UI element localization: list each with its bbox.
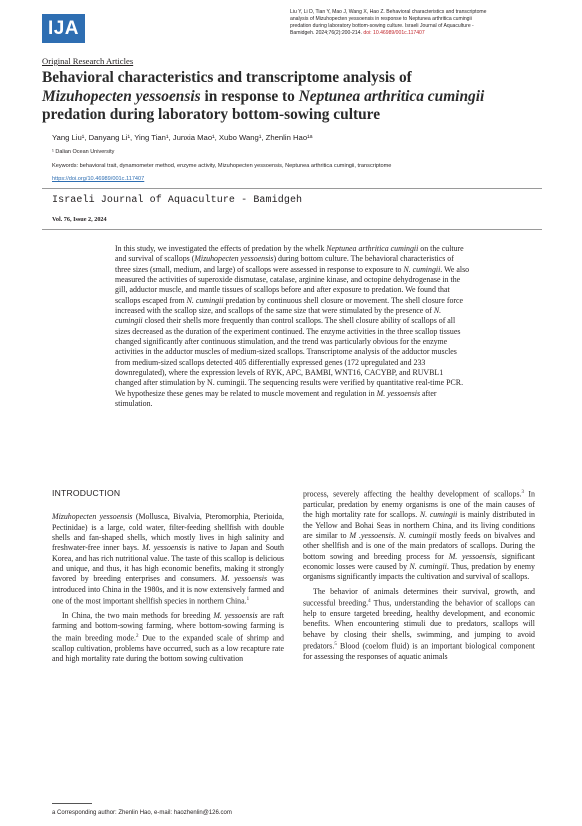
citation-doi-link[interactable]: doi: 10.46989/001c.117407: [363, 30, 425, 36]
citation-block: [290, 9, 540, 37]
paragraph: process, severely affecting the healthy development of scallops.$^3$ In particular, predation by enemy organisms is one of the main causes of the high mortality rate for scallops. N. cumingii is mainly distributed in the Yellow and Bohai Seas in northern China, and its living conditions are similar to M .yessoensis. N. cumingii mostly feeds on bivalves and other shellfish and is one of the main predators of scallops. During the bottom sowing and breeding process for M. yessoensis, significant economic losses were caused by N. cumingii. Thus, predation by enemy organisms significantly impacts the cultivation and survival of scallops.: [303, 489, 535, 582]
body-column-right: [303, 488, 535, 662]
paragraph: The behavior of animals determines their survival, growth, and successful breeding.$^4$ Thus, understanding the behavior of scallops can help to ensure targeted breeding, healthy development, and economic benefits. When encountering stimuli due to predators, scallops will behave by closing their shells, swimming, and jumping to avoid predators.$^5$ Blood (coelom fluid) is an important biological component for assessing the responses of aquatic animals: [303, 586, 535, 662]
volume-issue: Vol. 76, Issue 2, 2024: [52, 216, 107, 223]
corresponding-author-footnote: a Corresponding author: Zhenlin Hao, e-mail: haozhenlin@126.com: [52, 810, 232, 816]
footnote-divider: [52, 803, 92, 804]
divider: [42, 188, 542, 189]
body-column-left: [52, 488, 284, 664]
citation-line: Liu Y, Li D, Tian Y, Mao J, Wang X, Hao Z. Behavioral characteristics and transcriptome: [290, 9, 487, 15]
keywords: Keywords: behavioral trait, dynamometer method, enzyme activity, Mizuhopecten yessoensis, Neptunea arthritica cumingii, transcriptome: [52, 163, 392, 169]
abstract-text: In this study, we investigated the effects of predation by the whelk Neptunea arthritica cumingii on the culture and survival of scallops (Mizuhopecten yessoensis) during bottom culture. The behavioral characteristics of three sizes (small, medium, and large) of scallops were assessed in response to exposure to N. cumingii. We also measured the activities of superoxide dismutase, catalase, arginine kinase, and octopine dehydrogenase in the gill, adductor muscle, and mantle tissues of scallops before and after exposure to predation. We found that scallops escaped from N. cumingii predation by continuous shell closure or movement. The shell closure force increased with the scallop size, and scallops of the same size that were stimulated by the presence of N. cumingii closed their shells more frequently than control scallops. The shell closure ability of scallops of all sizes decreased as the duration of the experiment continued. The enzyme activities in the three scallop tissues changed significantly after continuous stimulation, and the trend was particularly obvious for the enzyme activities in the adductor muscles of medium-sized scallops. Transcriptome analysis of the adductor muscles from medium-sized scallops detected 405 differentially expressed genes (172 upregulated and 233 downregulated), where the expression levels of RYK, APC, BAMBI, WNT16, CACYBP, and RUVBL1 changed after stimulation by N. cumingii. The sequencing results were verified by quantitative real-time PCR. We hypothesize these genes may be related to muscle movement and regulation in M. yessoensis after stimulation.: [115, 244, 470, 409]
citation-line: analysis of Mizuhopecten yessoensis in response to Neptunea arthritica cumingii: [290, 16, 472, 22]
abstract: [115, 244, 470, 410]
journal-logo: IJA: [42, 14, 85, 43]
divider: [42, 229, 542, 230]
paragraph: In China, the two main methods for breeding M. yessoensis are raft farming and bottom-sowing farming, where bottom-sowing farming is the main breeding mode.$^2$ Due to the expanded scale of shrimp and scallop cultivation, problems have occurred, such as a low recapture rate and high mortality rate during the bottom sowing cultivation: [52, 611, 284, 664]
author-list: Yang Liu¹, Danyang Li¹, Ying Tian¹, Junxia Mao¹, Xubo Wang¹, Zhenlin Hao¹ᵃ: [52, 133, 313, 142]
affiliation: ¹ Dalian Ocean University: [52, 149, 115, 155]
doi-link[interactable]: https://doi.org/10.46989/001c.117407: [52, 176, 145, 182]
article-type[interactable]: Original Research Articles: [42, 56, 134, 66]
journal-name: Israeli Journal of Aquaculture - Bamidgeh: [52, 195, 303, 206]
paragraph: Mizuhopecten yessoensis (Mollusca, Bivalvia, Pteromorphia, Pterioida, Pectinidae) is a large, cold water, filter-feeding shellfish with double shells and fan-shaped shells, which mostly lives in high salinity and freshwater-free inner bays. M. yessoensis is native to Japan and South Korea, and has rich nutritional value. The taste of this scallop is delicious and unique, and thus, it has high economic benefits, making it strongly favored by breeding enterprises and consumers. M. yessoensis was introduced into China in the 1980s, and it is now extensively farmed and one of the most important shellfish species in northern China.$^1$: [52, 512, 284, 606]
article-title: Behavioral characteristics and transcriptome analysis of Mizuhopecten yessoensis in response to Neptunea arthritica cumingii predation during laboratory bottom-sowing culture: [42, 69, 485, 123]
citation-line: predation during laboratory bottom-sowing culture. Israeli Journal of Aquaculture -: [290, 23, 474, 29]
citation-line: Bamidgeh. 2024;76(2):200-214. doi: 10.46989/001c.117407: [290, 30, 425, 36]
section-heading-introduction: INTRODUCTION: [52, 488, 121, 498]
